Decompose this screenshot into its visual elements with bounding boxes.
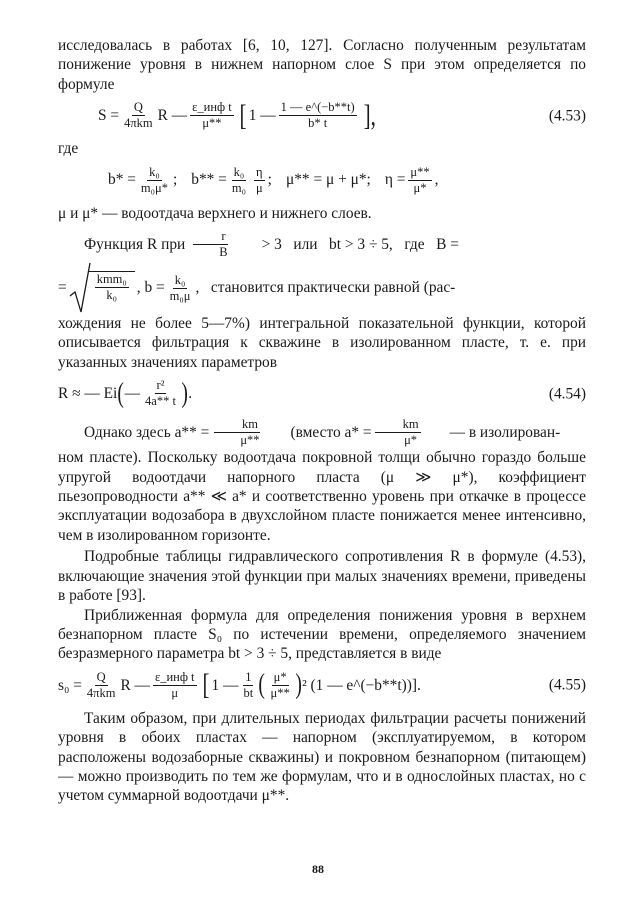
- eq455-f3: [241, 670, 255, 701]
- page-body: [58, 36, 586, 806]
- paragraph-7: Таким образом, при длительных периодах фильтрации расчеты понижений уровня в обоих пластах — напорном (эксплуатируемом, в котором расположены водозаборные скважины) и покровном безнапорном (питающем) — можно производить по тем же формулам, что и в однослойных пластах, но с учетом суммарной водоотдачи μ**.: [58, 709, 586, 805]
- para3-b-frac: [168, 273, 193, 304]
- defs-eta-num: μ**: [410, 164, 430, 179]
- eq455-bracket-open: [: [202, 668, 210, 702]
- defs-b1-num: k₀: [149, 164, 160, 179]
- eq453-f3-den: b* t: [308, 116, 328, 131]
- para3-start: Функция R при: [84, 235, 186, 253]
- eq453-frac-eps: [190, 100, 234, 131]
- eq455-f4-num: μ*: [273, 669, 287, 684]
- para3-line2: [58, 262, 586, 314]
- eq454-end: .: [188, 385, 193, 403]
- eq453-f1-num: Q: [133, 100, 143, 115]
- para4-f1-num: km: [214, 417, 260, 433]
- equation-4-53: [58, 100, 586, 131]
- para4-end: — в изолирован-: [449, 424, 561, 442]
- defs-end: ,: [434, 171, 439, 189]
- eq455-f3-num: 1: [245, 669, 252, 684]
- eq455-f4: [269, 670, 292, 701]
- eq455-f2-num: ε_инф t: [154, 669, 195, 684]
- paragraph-3: [58, 229, 586, 372]
- defs-b2-frac2: [254, 165, 265, 196]
- eq455-f1-num: Q: [96, 669, 106, 684]
- para4-f1: [212, 417, 261, 448]
- equation-4-55: [58, 670, 586, 701]
- eq453-f2-den: μ**: [202, 116, 222, 131]
- paragraph-1: исследовалась в работах [6, 10, 127]. Согласно полученным результатам понижение уровня в нижнем напорном слое S при этом определяется по формуле: [58, 37, 586, 93]
- eq454-lhs: R ≈ — Ei: [58, 385, 118, 403]
- eq454-neg: —: [124, 385, 141, 403]
- para4-mid: (вместо a* =: [290, 424, 372, 442]
- defs-eta-den: μ*: [413, 180, 427, 195]
- para3-cond-den: B: [219, 245, 228, 260]
- defs-sep2: ;: [267, 171, 272, 189]
- defs-eta-lhs: η =: [384, 171, 406, 189]
- para3-sqrt-radicand: [89, 271, 135, 303]
- para3-rest: , становится практически равной (рас-: [195, 279, 456, 297]
- eq453-f2-num: ε_инф t: [192, 100, 232, 115]
- para3-sqrt-den: k₀: [106, 288, 118, 303]
- eq455-paren-open: (: [258, 669, 266, 701]
- paragraph-6: Приближенная формула для определения понижения уровня в верхнем безнапорном пласте S₀ по истечении времени, определяемого значением безразмерного параметра bt > 3 ÷ 5, представляется в виде: [58, 606, 586, 663]
- eq455-number: (4.55): [548, 676, 586, 694]
- eq454-den: 4a** t: [145, 394, 176, 409]
- para4-cont: ном пласте). Поскольку водоотдача покровной толщи обычно гораздо больше упругой водоотдачи напорного пласта (μ ≫ μ*), коэффициент пьезопроводности a** ≪ a* и соответственно уровень при откачке в процессе эксплуатации водозабора в двухслойном пласте понижается менее интенсивно, чем в изолированном горизонте.: [58, 449, 586, 544]
- para3-cont: хождения не более 5—7%) интегральной показательной функции, которой описывается фильтрация к скважине в изолированном пласте, т. е. при указанных значениях параметров: [58, 315, 586, 371]
- eq453-bracket-close: ],: [363, 98, 376, 132]
- para3-cond-rest: > 3 или bt > 3 ÷ 5, где B =: [261, 235, 459, 253]
- eq453-f1-den: 4πkm: [124, 116, 153, 131]
- para3-sqrt-frac: [95, 272, 129, 303]
- defs-b2-den2: μ: [255, 180, 263, 195]
- eq455-f1: [85, 670, 118, 701]
- para4-f1-den: μ**: [240, 433, 260, 448]
- eq454-num: r²: [156, 378, 165, 393]
- para4-start: Однако здесь a** =: [84, 424, 210, 442]
- eq455-one-minus: 1 —: [211, 676, 239, 694]
- paragraph-2: μ и μ* — водоотдача верхнего и нижнего слоев.: [58, 204, 372, 222]
- eq453-bracket-open: [: [239, 98, 247, 132]
- defs-sep1: ;: [172, 171, 178, 189]
- eq453-number: (4.53): [548, 107, 586, 125]
- para3-cond-frac: [191, 229, 229, 260]
- eq453-frac-q: [122, 100, 155, 131]
- eq455-mid: R —: [120, 676, 150, 694]
- eq453-mid: R —: [157, 107, 188, 125]
- defs-b2-num1: k₀: [233, 164, 245, 179]
- paragraph-5: Подробные таблицы гидравлического сопротивления R в формуле (4.53), включающие значения этой функции при малых значениях времени, приведены в работе [93].: [58, 548, 586, 605]
- para3-b-num: k₀: [174, 272, 186, 287]
- eq454-number: (4.54): [548, 385, 586, 403]
- para4-f2: [375, 417, 421, 448]
- paragraph-4: [58, 417, 586, 545]
- equation-4-54: [58, 378, 586, 409]
- para4-f2-num: km: [375, 417, 421, 433]
- defs-b1-frac: [139, 165, 170, 196]
- defs-b2-frac1: [230, 165, 248, 196]
- para4-f2-den: μ*: [404, 433, 418, 448]
- eq455-paren-close: ): [295, 669, 302, 701]
- para3-cond-num: r: [193, 229, 227, 245]
- defs-b2-num2: η: [256, 164, 263, 179]
- defs-b1-den: m₀μ*: [140, 180, 168, 195]
- eq454-paren-close: ): [181, 377, 188, 409]
- para3-line1: [58, 229, 586, 260]
- where-label: где: [58, 140, 79, 158]
- radical-sign-icon: [69, 262, 91, 314]
- eq453-lhs: S =: [98, 107, 120, 125]
- eq454-frac: [143, 378, 178, 409]
- eq455-f4-den: μ**: [270, 685, 290, 700]
- eq455-f2: [153, 670, 197, 701]
- eq455-tail: ² (1 — e^(−b**t)): [302, 676, 412, 694]
- eq455-bracket-close: ].: [411, 676, 421, 694]
- defs-eta-frac: [408, 165, 431, 196]
- para4-line1: [58, 417, 586, 448]
- para3-sqrt: [69, 262, 135, 314]
- eq453-frac-exp: [279, 100, 357, 131]
- para3-b-lhs: , b =: [136, 279, 165, 297]
- eq453-f3-num: 1 — e^(−b**t): [280, 100, 355, 115]
- eq453-one-minus: 1 —: [248, 107, 276, 125]
- para3-b-den: m₀μ: [169, 288, 191, 303]
- eq455-lhs: s₀ =: [58, 676, 82, 694]
- page-number: 88: [312, 862, 324, 876]
- defs-b2-lhs: b** =: [191, 171, 227, 189]
- eq455-f3-den: bt: [243, 685, 254, 700]
- equation-definitions: [58, 165, 586, 196]
- defs-mu-def: μ** = μ + μ*;: [285, 171, 371, 189]
- eq455-f1-den: 4πkm: [86, 685, 116, 700]
- eq455-f2-den: μ: [171, 685, 179, 700]
- para3-sqrt-num: kmm₀: [96, 272, 127, 287]
- defs-b2-den1: m₀: [231, 180, 246, 195]
- eq454-paren-open: (: [117, 377, 125, 409]
- para3-eq-start: =: [58, 279, 67, 297]
- defs-b1-lhs: b* =: [108, 171, 136, 189]
